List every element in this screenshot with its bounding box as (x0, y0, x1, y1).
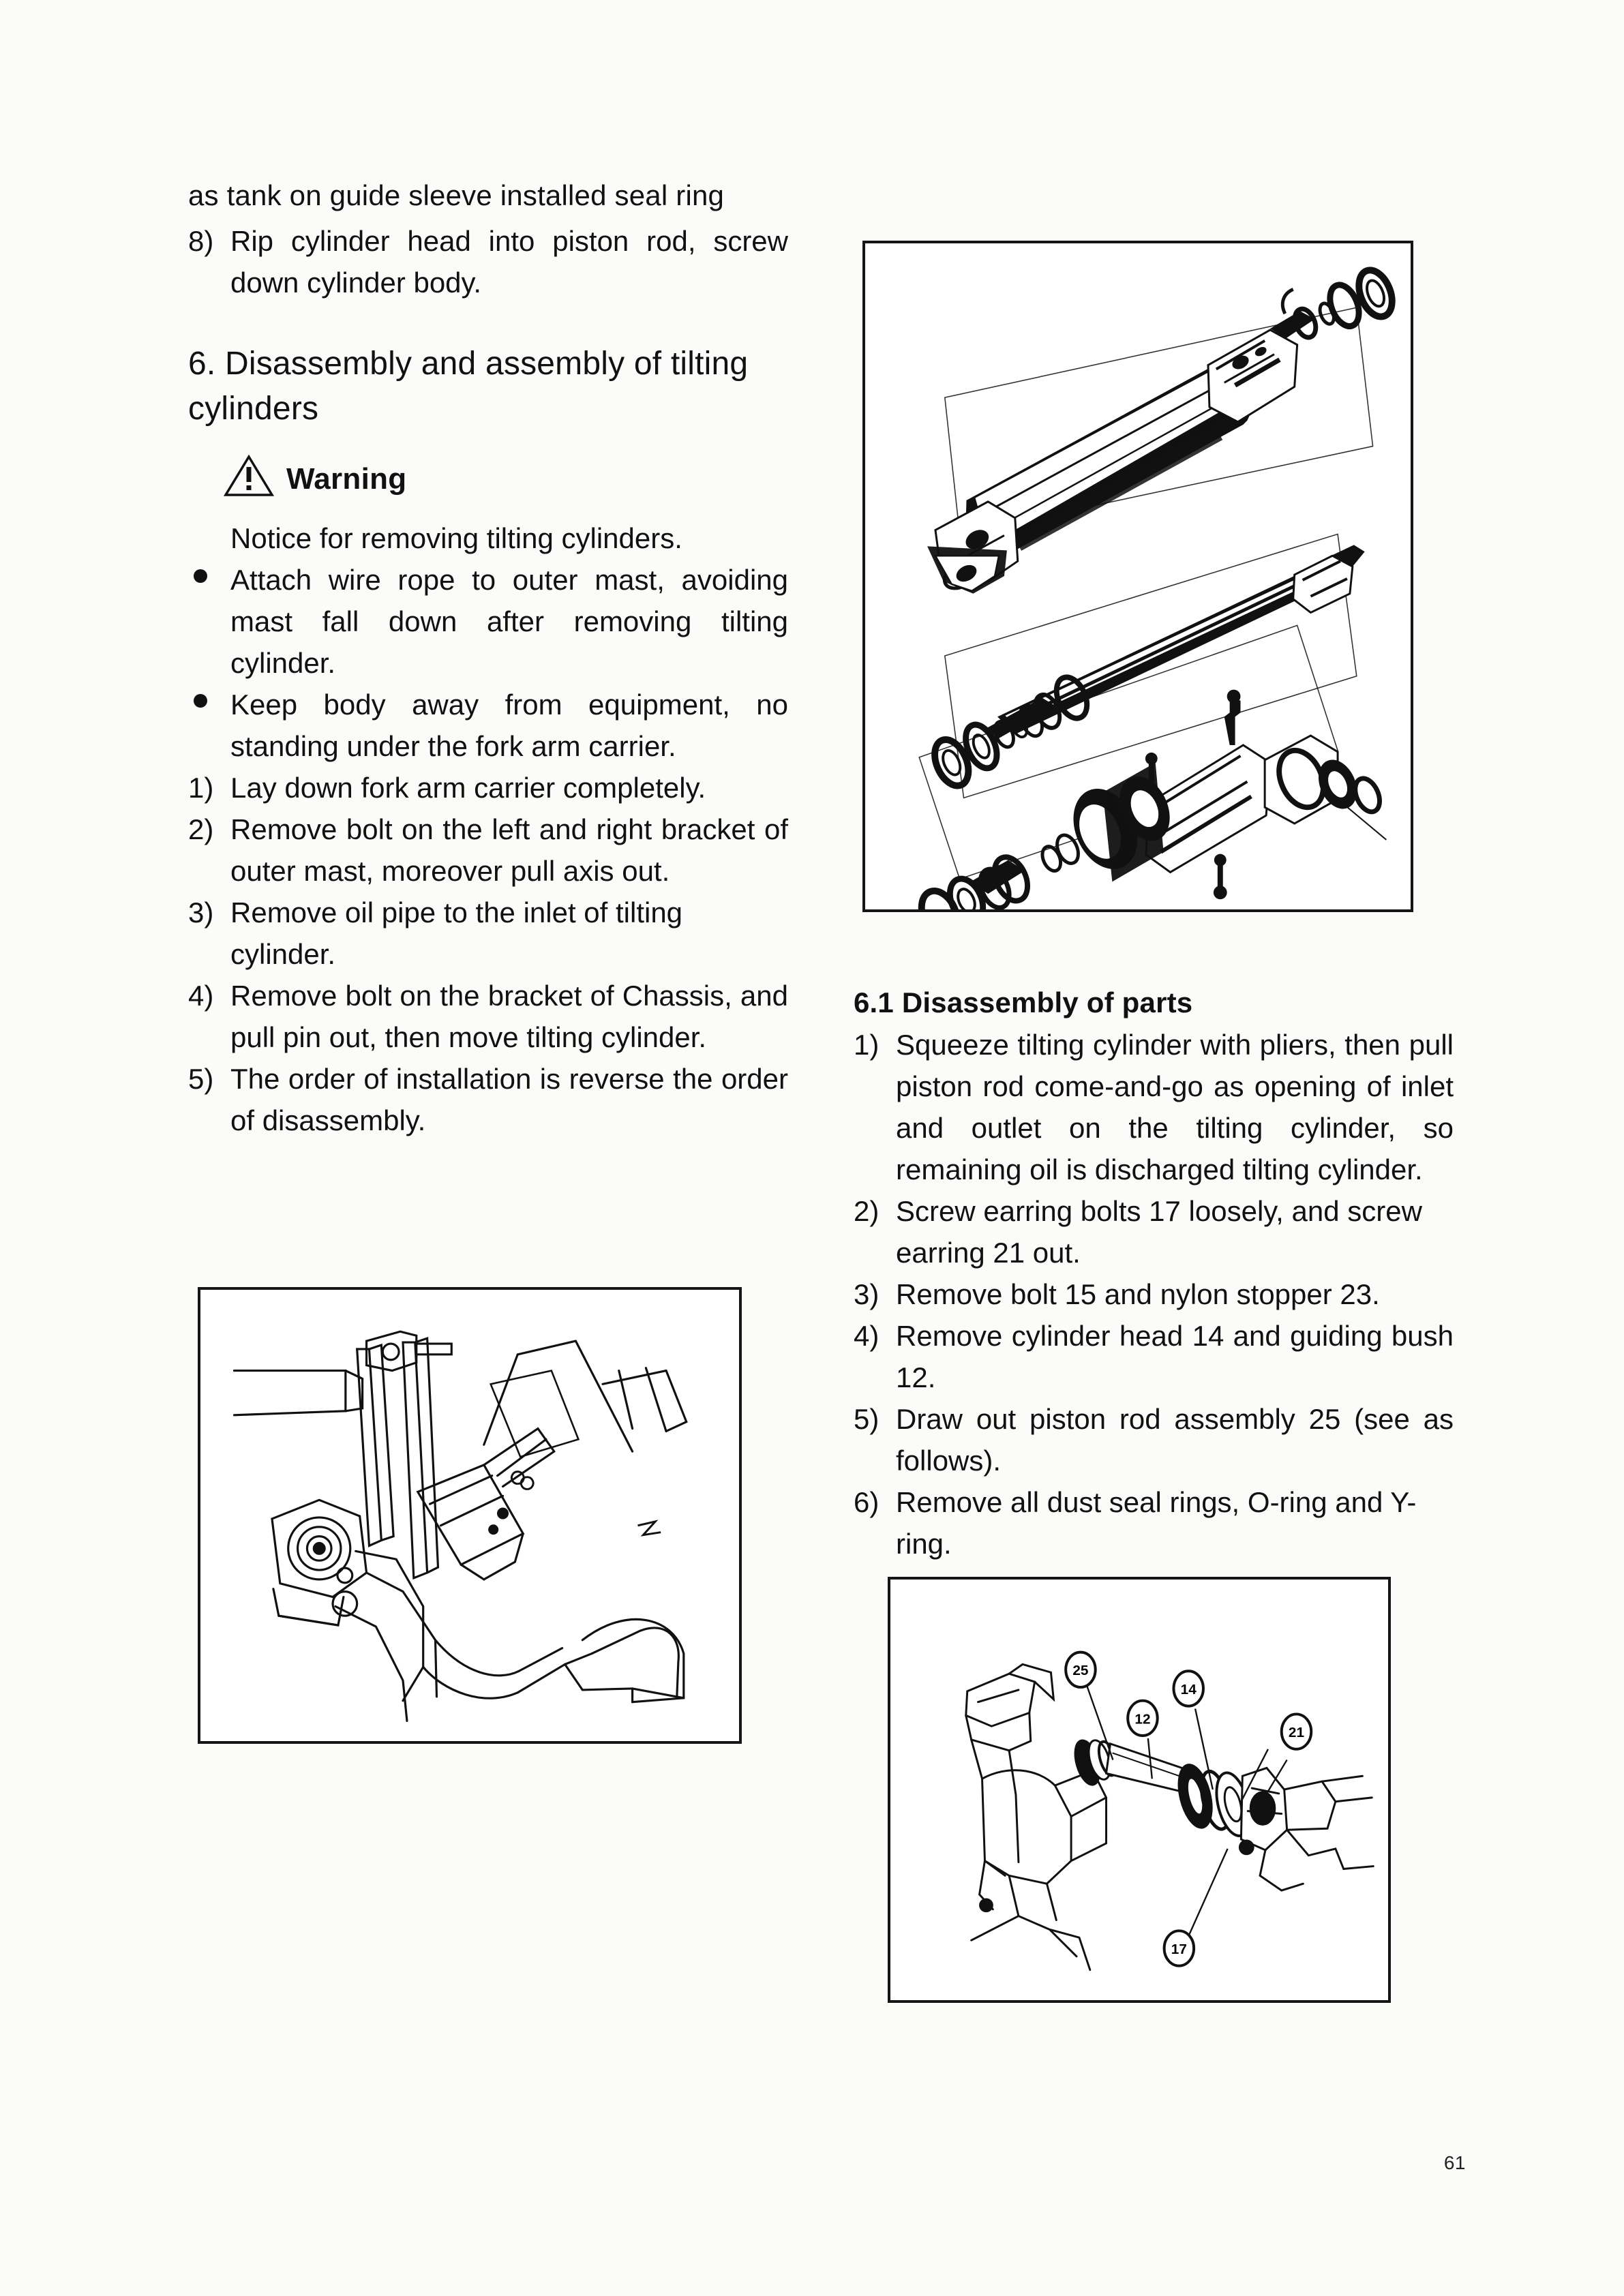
exploded-view-drawing (865, 243, 1411, 909)
warning-bullet-2 (188, 684, 788, 767)
right-step-2-marker: 2) (854, 1195, 879, 1227)
left-step-2-marker: 2) (188, 813, 214, 845)
callout-21 (1282, 1714, 1312, 1749)
warning-notice-text: Notice for removing tilting cylinders. (230, 522, 682, 554)
right-step-1-text: Squeeze tilting cylinder with pliers, then pull piston rod come-and-go as opening of inlet and outlet on the tilting cylinder, so remaining oil is discharged tilting cylinder. (896, 1029, 1454, 1185)
callout-14 (1173, 1671, 1203, 1706)
right-step-6 (854, 1481, 1454, 1565)
left-step-5 (188, 1058, 788, 1141)
callout-12 (1128, 1701, 1158, 1736)
callout-17 (1164, 1931, 1194, 1965)
tilting-cylinder-exploded-view (862, 241, 1413, 912)
right-step-1-marker: 1) (854, 1029, 879, 1061)
left-step-8 (188, 220, 788, 303)
left-step-3-marker: 3) (188, 896, 214, 928)
left-step-1 (188, 767, 788, 809)
piston-rod-assembly-callout-view (888, 1577, 1391, 2003)
warning-bullet-1 (188, 559, 788, 684)
warning-label: Warning (286, 462, 407, 496)
callout-view-drawing (890, 1580, 1388, 2000)
left-text-column (188, 175, 788, 1141)
warning-triangle-icon (224, 455, 274, 497)
tilting-cylinder-mounting-view (198, 1287, 742, 1744)
right-step-4-text: Remove cylinder head 14 and guiding bush 12. (896, 1320, 1454, 1393)
section-heading-6: 6. Disassembly and assembly of tilting cylinders (188, 346, 749, 427)
callout-25-label: 25 (1072, 1663, 1089, 1679)
warning-header (224, 455, 788, 497)
cylinder-head-earring-assembly (915, 690, 1387, 909)
right-step-1 (854, 1024, 1454, 1190)
warning-bullet-2-text: Keep body away from equipment, no standing under the fork arm carrier. (230, 689, 788, 762)
right-step-5-text: Draw out piston rod assembly 25 (see as follows). (896, 1403, 1454, 1477)
left-step-5-marker: 5) (188, 1063, 214, 1095)
right-step-6-marker: 6) (854, 1486, 879, 1518)
left-step-5-text: The order of installation is reverse the order of disassembly. (230, 1063, 788, 1136)
right-step-2-text: Screw earring bolts 17 loosely, and screw earring 21 out. (896, 1195, 1422, 1269)
continuation-paragraph: as tank on guide sleeve installed seal ring (188, 179, 725, 211)
left-step-4 (188, 975, 788, 1058)
callout-12-label: 12 (1134, 1711, 1151, 1727)
left-step-8-text: Rip cylinder head into piston rod, screw down cylinder body. (230, 225, 788, 299)
left-step-1-marker: 1) (188, 772, 214, 804)
warning-bullet-1-text: Attach wire rope to outer mast, avoiding mast fall down after removing tilting cylinder. (230, 564, 788, 679)
left-step-2-text: Remove bolt on the left and right bracket of outer mast, moreover pull axis out. (230, 813, 788, 887)
left-step-3 (188, 892, 788, 975)
left-step-4-marker: 4) (188, 980, 214, 1012)
left-step-4-text: Remove bolt on the bracket of Chassis, and pull pin out, then move tilting cylinder. (230, 980, 788, 1053)
sub-heading-6-1: 6.1 Disassembly of parts (854, 986, 1193, 1018)
callout-14-label: 14 (1180, 1681, 1197, 1697)
cylinder-tube-assembly (927, 265, 1398, 594)
left-step-1-text: Lay down fork arm carrier completely. (230, 772, 706, 804)
left-step-2 (188, 809, 788, 892)
right-step-2 (854, 1190, 1454, 1273)
right-step-3 (854, 1273, 1454, 1315)
bullet-point-icon (188, 684, 230, 767)
callout-21-label: 21 (1288, 1725, 1305, 1740)
page-number: 61 (1443, 2152, 1466, 2173)
right-step-3-text: Remove bolt 15 and nylon stopper 23. (896, 1278, 1380, 1310)
right-step-4-marker: 4) (854, 1320, 879, 1352)
right-step-5-marker: 5) (854, 1403, 879, 1435)
callout-25 (1066, 1652, 1096, 1687)
left-step-3-text: Remove oil pipe to the inlet of tilting cylinder. (230, 896, 683, 970)
bullet-point-icon (188, 559, 230, 684)
right-step-3-marker: 3) (854, 1278, 879, 1310)
right-step-5 (854, 1398, 1454, 1481)
left-step-8-marker: 8) (188, 225, 214, 257)
right-step-6-text: Remove all dust seal rings, O-ring and Y-ring. (896, 1486, 1417, 1560)
right-step-4 (854, 1315, 1454, 1398)
callout-17-label: 17 (1171, 1941, 1187, 1957)
mounting-view-drawing (200, 1290, 739, 1741)
